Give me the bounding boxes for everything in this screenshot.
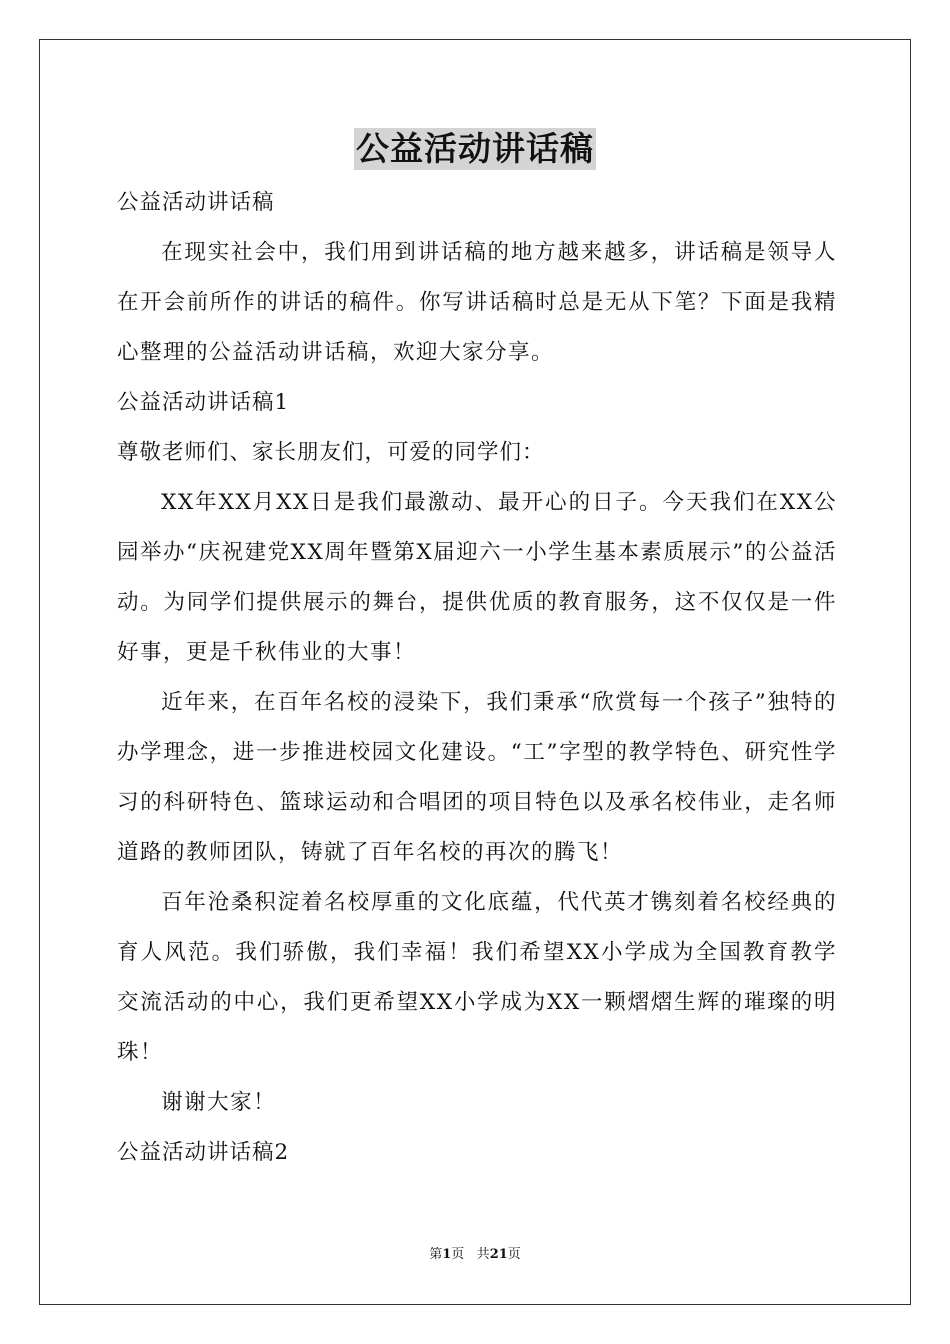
document-subtitle: 公益活动讲话稿	[117, 190, 275, 215]
intro-paragraph: 在现实社会中，我们用到讲话稿的地方越来越多，讲话稿是领导人在开会前所作的讲话的稿件。你写讲话稿时总是无从下笔？下面是我精心整理的公益活动讲话稿，欢迎大家分享。	[117, 240, 837, 365]
section-heading: 公益活动讲话稿2	[117, 1140, 290, 1165]
document-title: 公益活动讲话稿	[356, 129, 594, 168]
page-prefix: 第	[429, 1247, 443, 1262]
page-suffix: 页	[451, 1247, 465, 1262]
body-paragraph: 近年来，在百年名校的浸染下，我们秉承“欣赏每一个孩子”独特的办学理念，进一步推进校园文化建设。“工”字型的教学特色、研究性学习的科研特色、篮球运动和合唱团的项目特色以及承名校伟业，走名师道路的教师团队，铸就了百年名校的再次的腾飞！	[117, 690, 837, 865]
document-body	[117, 178, 837, 1178]
total-prefix: 共	[476, 1247, 490, 1262]
greeting: 尊敬老师们、家长朋友们，可爱的同学们：	[117, 440, 545, 465]
body-paragraph: XX年XX月XX日是我们最激动、最开心的日子。今天我们在XX公园举办“庆祝建党XX周年暨第X届迎六一小学生基本素质展示”的公益活动。为同学们提供展示的舞台，提供优质的教育服务，这不仅仅是一件好事，更是千秋伟业的大事！	[117, 490, 837, 665]
closing-paragraph: 谢谢大家！	[161, 1090, 277, 1115]
title-wrap	[0, 128, 950, 170]
page-total: 21	[489, 1247, 508, 1262]
body-paragraph: 百年沧桑积淀着名校厚重的文化底蕴，代代英才镌刻着名校经典的育人风范。我们骄傲，我们幸福！我们希望XX小学成为全国教育教学交流活动的中心，我们更希望XX小学成为XX一颗熠熠生辉的璀璨的明珠！	[117, 890, 837, 1065]
page-current: 1	[442, 1247, 452, 1262]
total-suffix: 页	[507, 1247, 521, 1262]
page-footer	[0, 1246, 950, 1264]
section-heading: 公益活动讲话稿1	[117, 390, 290, 415]
